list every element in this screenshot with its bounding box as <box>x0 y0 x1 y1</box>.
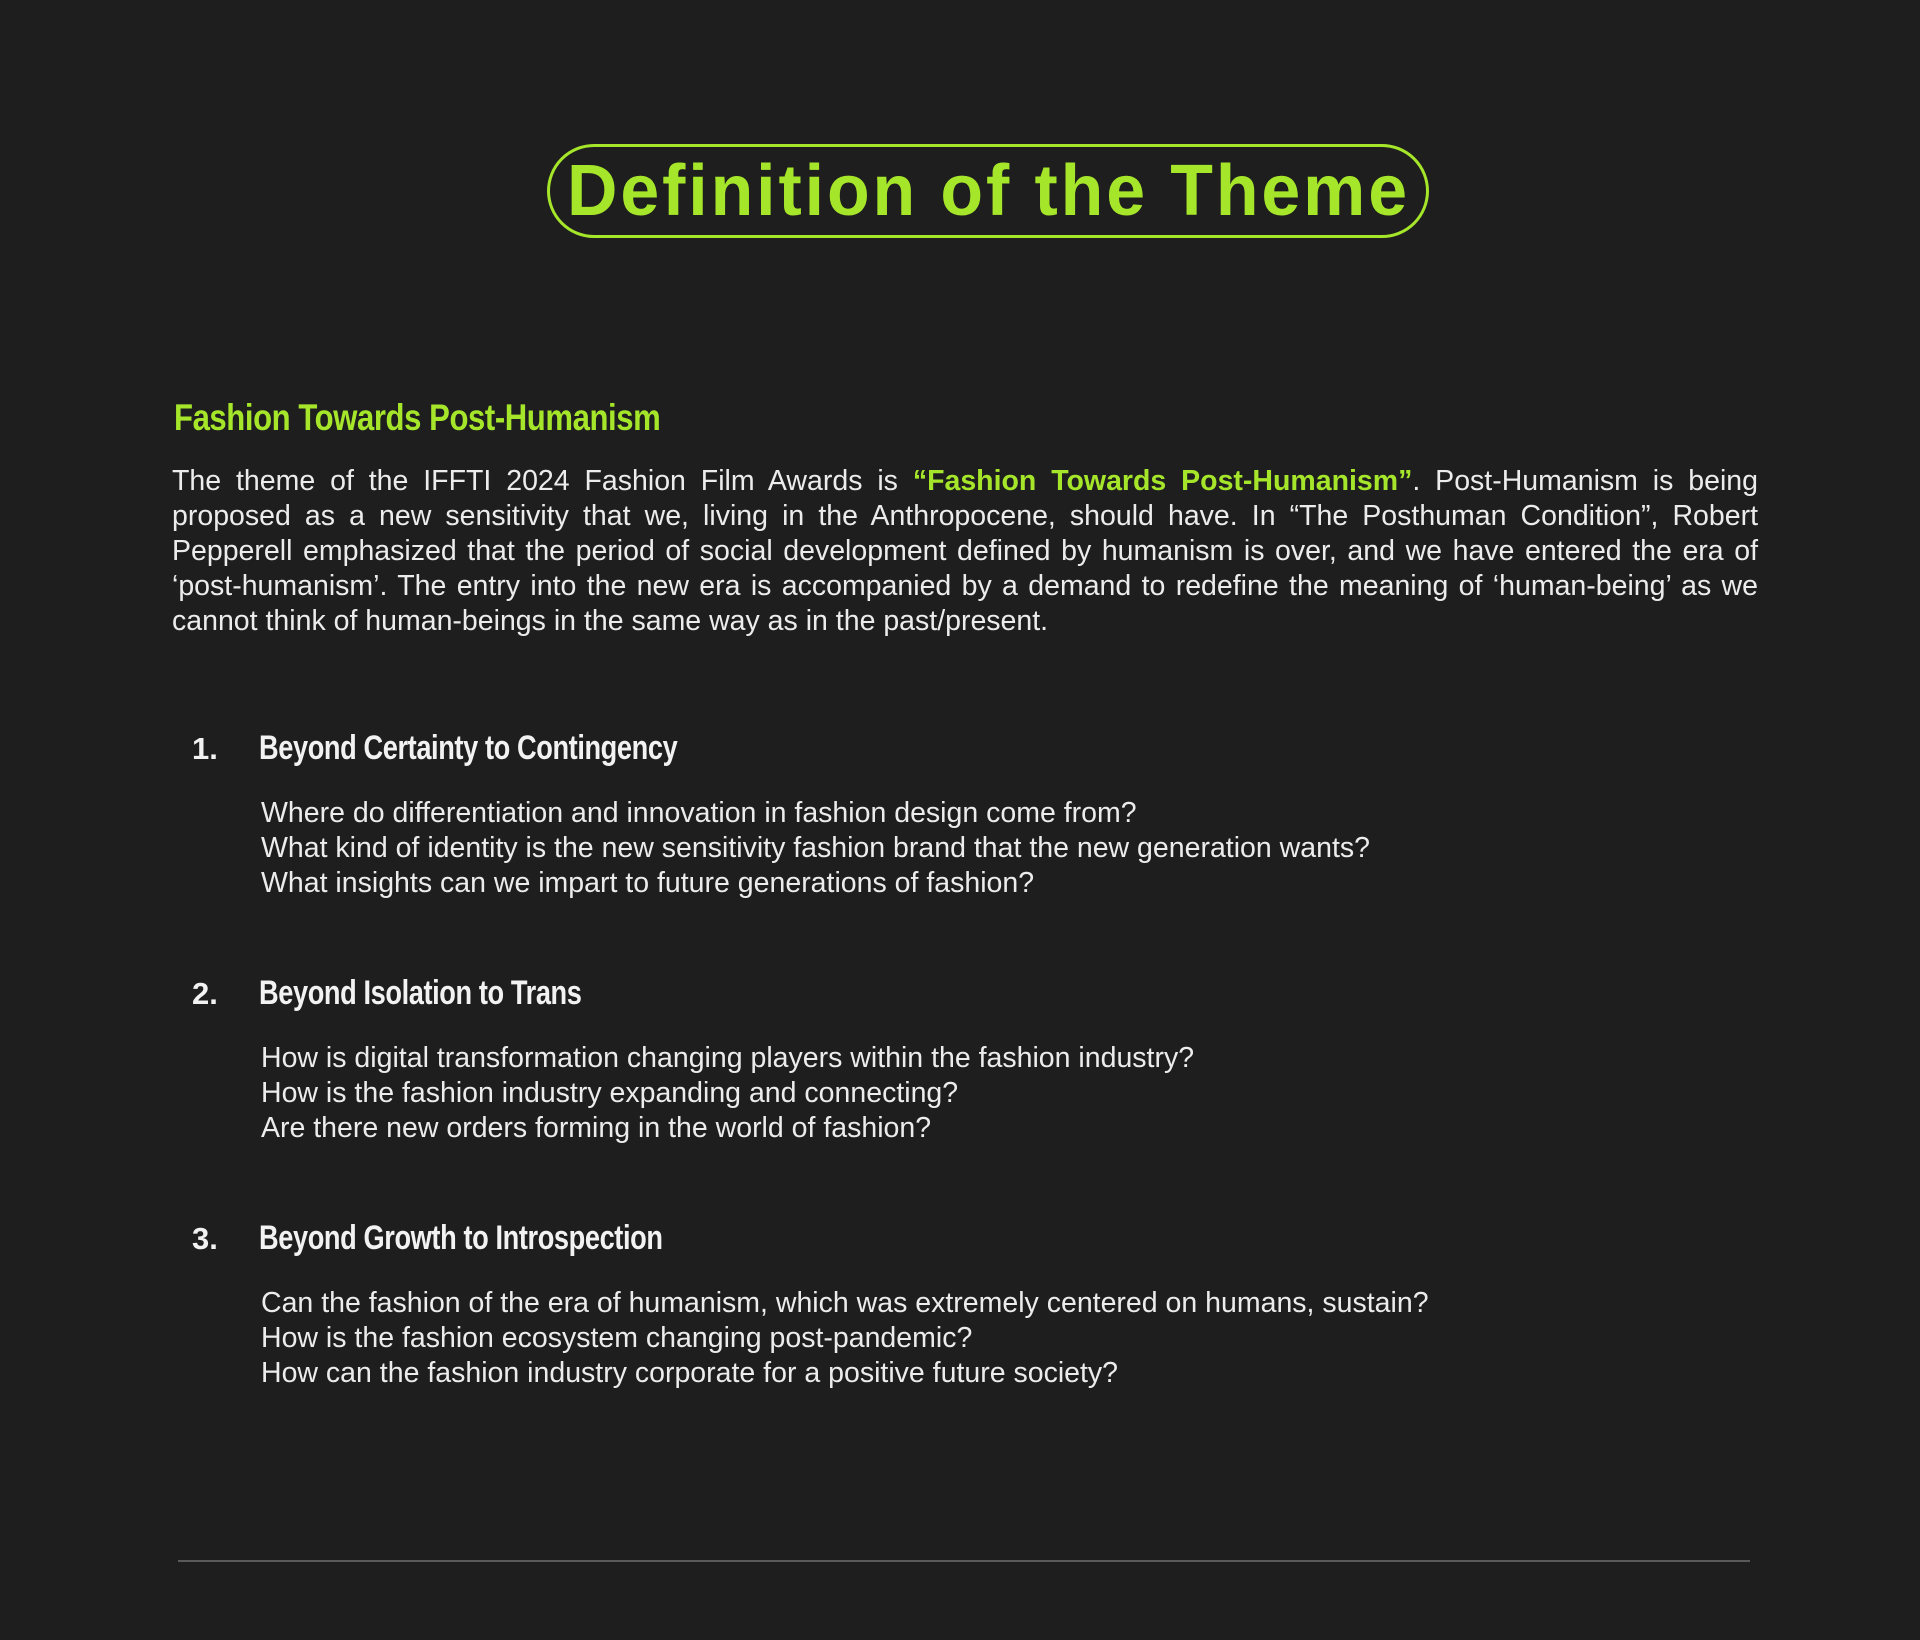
bottom-divider <box>178 1560 1750 1562</box>
theme-question: Are there new orders forming in the world of fashion? <box>261 1112 932 1144</box>
theme-question: How is the fashion industry expanding and connecting? <box>261 1077 959 1109</box>
theme-questions <box>261 796 1370 901</box>
theme-number: 2. <box>192 976 218 1011</box>
intro-paragraph <box>172 464 1758 639</box>
intro-text-start: The theme of the IFFTI 2024 Fashion Film Awards is <box>172 465 913 497</box>
intro-text-end: . Post-Humanism is being proposed as a new sensitivity that we, living in the Anthropocene, should have. In “The Posthuman Condition”, Robert Pepperell emphasized that the period of social development defined by humanism is over, and we have entered the era of ‘post-humanism’. The entry into the new era is accompanied by a demand to redefine the meaning of ‘human-being’ as we cannot think of human-beings in the same way as in the past/present. <box>172 465 1758 637</box>
theme-question: How is digital transformation changing players within the fashion industry? <box>261 1042 1195 1074</box>
theme-question: How can the fashion industry corporate for a positive future society? <box>261 1357 1119 1389</box>
theme-question: What insights can we impart to future generations of fashion? <box>261 867 1035 899</box>
theme-questions <box>261 1286 1429 1391</box>
theme-heading: Beyond Certainty to Contingency <box>259 729 678 767</box>
title-pill <box>547 144 1429 238</box>
theme-question: Where do differentiation and innovation in fashion design come from? <box>261 797 1137 829</box>
theme-number: 3. <box>192 1221 218 1256</box>
theme-questions <box>261 1041 1194 1146</box>
theme-heading: Beyond Isolation to Trans <box>259 974 582 1012</box>
intro-highlight: “Fashion Towards Post-Humanism” <box>912 465 1413 497</box>
theme-heading: Beyond Growth to Introspection <box>259 1219 663 1257</box>
page-title: Definition of the Theme <box>566 151 1410 231</box>
section-subtitle: Fashion Towards Post-Humanism <box>174 397 661 438</box>
theme-question: How is the fashion ecosystem changing post-pandemic? <box>261 1322 973 1354</box>
theme-number: 1. <box>192 731 218 766</box>
theme-question: What kind of identity is the new sensitivity fashion brand that the new generation wants? <box>261 832 1370 864</box>
theme-question: Can the fashion of the era of humanism, which was extremely centered on humans, sustain? <box>261 1287 1429 1319</box>
